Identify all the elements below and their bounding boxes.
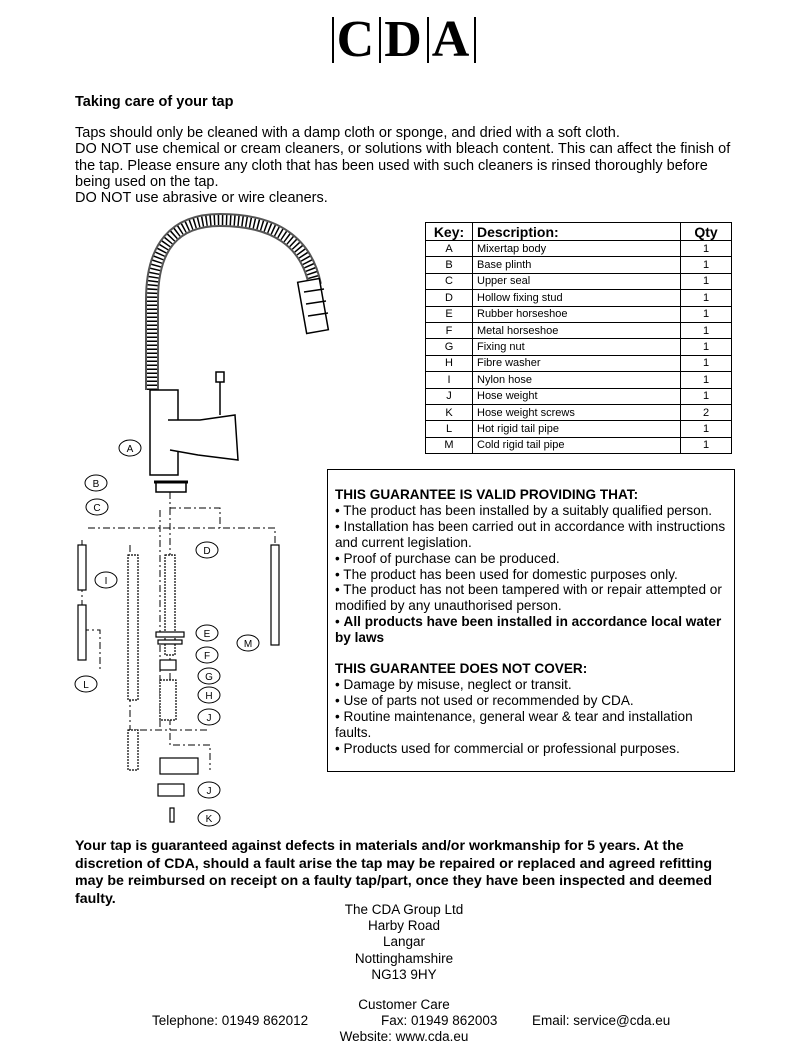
logo-letter: A: [431, 11, 472, 68]
company-address: [0, 902, 808, 1013]
table-row: [426, 257, 732, 273]
logo-letter: D: [384, 11, 424, 68]
diagram-label: G: [205, 672, 213, 683]
cell-key: B: [426, 257, 473, 273]
table-row: [426, 241, 732, 257]
cell-qty: 2: [681, 404, 732, 420]
guarantee-valid-item: • The product has been installed by a suitably qualified person.: [335, 502, 713, 518]
spring-hose-coil: [152, 220, 315, 390]
nylon-hose-left: [128, 555, 138, 700]
guarantee-valid-item: • Installation has been carried out in accordance with instructions and current legislation.: [335, 518, 726, 550]
cell-qty: 1: [681, 339, 732, 355]
diagram-label: J: [206, 713, 212, 724]
cell-description: Mixertap body: [473, 241, 681, 257]
cell-key: D: [426, 290, 473, 306]
table-row: [426, 355, 732, 371]
diagram-label: C: [93, 503, 101, 514]
table-row: [426, 306, 732, 322]
bullet: •: [335, 614, 340, 630]
cell-key: C: [426, 273, 473, 289]
table-row: [426, 404, 732, 420]
table-row: [426, 372, 732, 388]
cell-qty: 1: [681, 355, 732, 371]
column-header-description: Description:: [473, 223, 681, 241]
guarantee-box: [327, 469, 735, 772]
cell-key: M: [426, 437, 473, 453]
cell-qty: 1: [681, 290, 732, 306]
email-link[interactable]: Email: service@cda.eu: [532, 1013, 671, 1028]
cell-qty: 1: [681, 273, 732, 289]
spray-head: [298, 278, 329, 333]
care-paragraph: DO NOT use chemical or cream cleaners, or solutions with bleach content. This can affect the finish of the tap. Please ensure any cloth that has been used with such cleaners is rinsed thoroughly before being used on the tap.: [75, 141, 731, 190]
cell-description: Hose weight screws: [473, 404, 681, 420]
care-heading: Taking care of your tap: [75, 94, 234, 110]
care-section: [75, 94, 745, 206]
cell-description: Upper seal: [473, 273, 681, 289]
diagram-label: J: [206, 786, 212, 797]
guarantee-not-cover-item: • Use of parts not used or recommended by CDA.: [335, 692, 634, 708]
address-line: Harby Road: [367, 918, 441, 934]
bold-item-text: All products have been installed in accordance local water by laws: [335, 614, 722, 646]
parts-key-table: [425, 222, 732, 454]
table-header-row: [426, 223, 732, 241]
address-line: Langar: [382, 934, 426, 950]
guarantee-valid-item: • The product has not been tampered with or repair attempted or modified by any unauthorised person.: [335, 582, 722, 614]
customer-care-label: Customer Care: [358, 997, 450, 1013]
cell-qty: 1: [681, 322, 732, 338]
cell-description: Cold rigid tail pipe: [473, 437, 681, 453]
diagram-label: K: [205, 814, 213, 825]
diagram-label: D: [203, 546, 211, 557]
logo-letter: C: [336, 11, 377, 68]
cell-description: Fibre washer: [473, 355, 681, 371]
cell-qty: 1: [681, 437, 732, 453]
guarantee-statement: Your tap is guaranteed against defects in materials and/or workmanship for 5 years. At the discretion of CDA, should a fault arise the tap may be repaired or replaced and agreed refitting may be reimbursed on receipt on a faulty tap/part, once they have been inspected and deemed faulty.: [75, 838, 713, 907]
cell-key: E: [426, 306, 473, 322]
guarantee-not-cover-heading: THIS GUARANTEE DOES NOT COVER:: [335, 661, 588, 677]
diagram-label: L: [83, 680, 89, 691]
cell-qty: 1: [681, 306, 732, 322]
guarantee-not-cover-item: • Products used for commercial or professional purposes.: [335, 740, 680, 756]
address-line: NG13 9HY: [371, 966, 437, 982]
website-link[interactable]: Website: www.cda.eu: [339, 1029, 469, 1044]
cell-description: Hollow fixing stud: [473, 290, 681, 306]
tap-exploded-diagram: [70, 210, 330, 835]
diagram-label: I: [104, 576, 108, 587]
cell-description: Fixing nut: [473, 339, 681, 355]
cell-description: Hose weight: [473, 388, 681, 404]
cell-key: G: [426, 339, 473, 355]
fax: Fax: 01949 862003: [381, 1013, 498, 1028]
cell-description: Metal horseshoe: [473, 322, 681, 338]
cell-key: L: [426, 421, 473, 437]
care-paragraph: DO NOT use abrasive or wire cleaners.: [75, 190, 328, 207]
guarantee-not-cover-item: • Routine maintenance, general wear & tear and installation faults.: [335, 708, 693, 740]
diagram-label: H: [205, 691, 213, 702]
care-paragraph: Taps should only be cleaned with a damp cloth or sponge, and dried with a soft cloth.: [75, 125, 620, 142]
hose-weight: [160, 758, 198, 774]
address-line: The CDA Group Ltd: [344, 902, 464, 917]
table-row: [426, 388, 732, 404]
diagram-label: E: [203, 629, 211, 640]
cell-qty: 1: [681, 257, 732, 273]
diagram-label: B: [92, 479, 100, 490]
cda-logo: [0, 11, 808, 68]
cell-key: H: [426, 355, 473, 371]
cell-description: Base plinth: [473, 257, 681, 273]
guarantee-valid-item-bold: [335, 614, 728, 646]
cell-key: I: [426, 372, 473, 388]
guarantee-valid-item: • The product has been used for domestic purposes only.: [335, 566, 678, 582]
cell-qty: 1: [681, 241, 732, 257]
cell-key: F: [426, 322, 473, 338]
guarantee-valid-heading: THIS GUARANTEE IS VALID PROVIDING THAT:: [335, 487, 639, 502]
diagram-label: M: [243, 639, 253, 650]
guarantee-valid-item: • Proof of purchase can be produced.: [335, 550, 560, 566]
column-header-key: Key:: [426, 223, 473, 241]
guarantee-not-cover-item: • Damage by misuse, neglect or transit.: [335, 676, 572, 692]
cell-key: A: [426, 241, 473, 257]
table-row: [426, 273, 732, 289]
diagram-label: A: [126, 444, 134, 455]
cell-key: K: [426, 404, 473, 420]
table-row: [426, 322, 732, 338]
cell-description: Hot rigid tail pipe: [473, 421, 681, 437]
table-row: [426, 339, 732, 355]
telephone: Telephone: 01949 862012: [152, 1013, 309, 1028]
table-row: [426, 290, 732, 306]
diagram-label: F: [203, 651, 211, 662]
address-line: Nottinghamshire: [354, 950, 454, 966]
cell-qty: 1: [681, 388, 732, 404]
cell-qty: 1: [681, 421, 732, 437]
cell-qty: 1: [681, 372, 732, 388]
column-header-qty: Qty: [681, 223, 732, 241]
cell-description: Rubber horseshoe: [473, 306, 681, 322]
cell-description: Nylon hose: [473, 372, 681, 388]
cell-key: J: [426, 388, 473, 404]
table-row: [426, 421, 732, 437]
table-row: [426, 437, 732, 453]
